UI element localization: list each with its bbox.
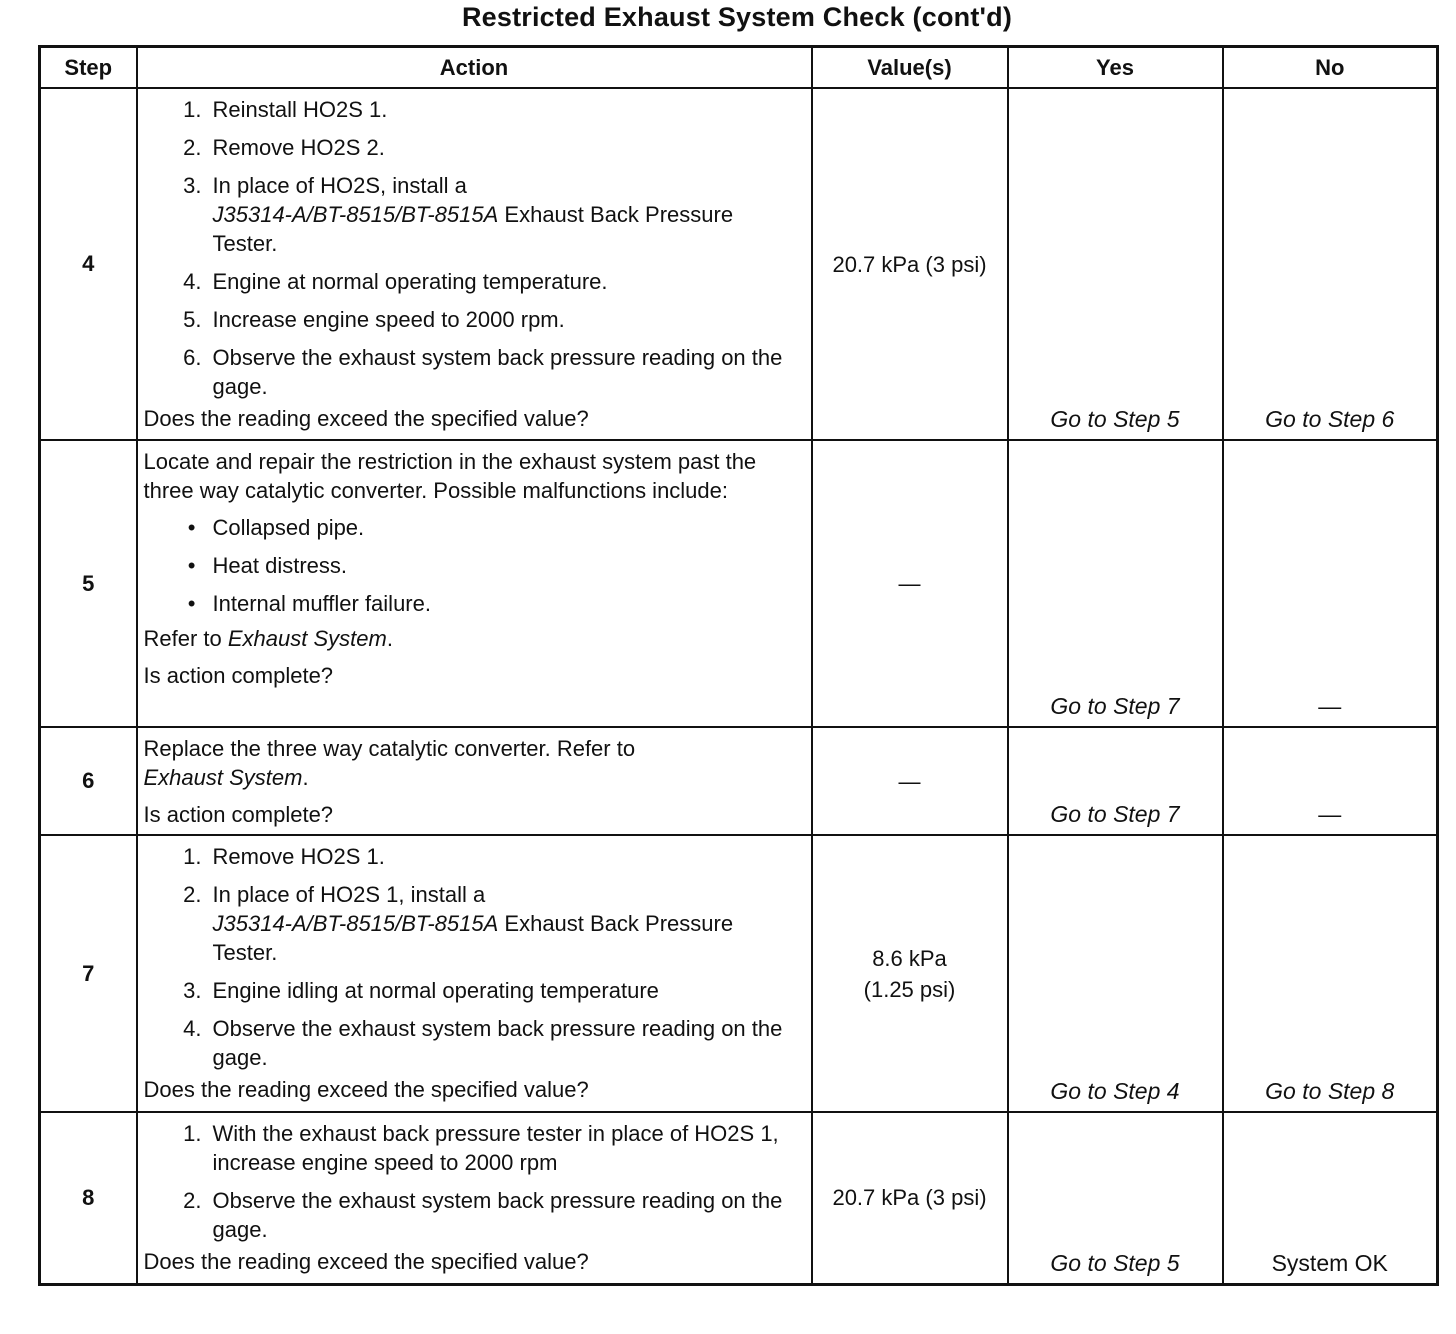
action-cell	[137, 727, 812, 835]
no-result: System OK	[1223, 1112, 1438, 1284]
action-text: Replace the three way catalytic converter. Refer to Exhaust System.	[143, 736, 636, 790]
list-item: • Internal muffler failure.	[187, 591, 431, 616]
no-result: —	[1223, 440, 1438, 727]
list-item: • Heat distress.	[187, 553, 347, 578]
diagnostic-table	[38, 45, 1439, 1286]
step-number: 6	[40, 727, 137, 835]
question: Does the reading exceed the specified value?	[143, 406, 589, 431]
tool-number: J35314-A/BT-8515/BT-8515A	[212, 202, 499, 227]
reference-link: Exhaust System	[227, 626, 387, 651]
list-item: 2. Observe the exhaust system back pressure reading on the gage.	[183, 1188, 783, 1242]
yes-result: Go to Step 4	[1008, 835, 1223, 1112]
list-item: 2. In place of HO2S 1, install a J35314-A/BT-8515/BT-8515A Exhaust Back Pressure Tester.	[183, 882, 734, 965]
step-number: 4	[40, 88, 137, 440]
action-cell	[137, 1112, 812, 1284]
header-step: Step	[40, 47, 137, 89]
question: Is action complete?	[143, 663, 334, 688]
question: Is action complete?	[143, 802, 334, 827]
no-result: —	[1223, 727, 1438, 835]
value-cell: 8.6 kPa (1.25 psi)	[812, 835, 1008, 1112]
step-number: 8	[40, 1112, 137, 1284]
list-item: 3. Engine idling at normal operating temperature	[183, 978, 659, 1003]
no-result: Go to Step 8	[1223, 835, 1438, 1112]
value-cell: —	[812, 440, 1008, 727]
table-row	[40, 1112, 1438, 1284]
list-item: 6. Observe the exhaust system back pressure reading on the gage.	[183, 345, 783, 399]
value-cell: 20.7 kPa (3 psi)	[812, 1112, 1008, 1284]
value-cell: 20.7 kPa (3 psi)	[812, 88, 1008, 440]
list-item: 1. Reinstall HO2S 1.	[183, 97, 388, 122]
action-cell	[137, 440, 812, 727]
yes-result: Go to Step 5	[1008, 88, 1223, 440]
value-cell: —	[812, 727, 1008, 835]
list-item: 3. In place of HO2S, install a J35314-A/BT-8515/BT-8515A Exhaust Back Pressure Tester.	[183, 173, 734, 256]
action-cell	[137, 835, 812, 1112]
table-row	[40, 835, 1438, 1112]
list-item: 2. Remove HO2S 2.	[183, 135, 385, 160]
step-number: 7	[40, 835, 137, 1112]
list-item: 4. Engine at normal operating temperature.	[183, 269, 608, 294]
header-action: Action	[137, 47, 812, 89]
question: Does the reading exceed the specified value?	[143, 1077, 589, 1102]
step-number: 5	[40, 440, 137, 727]
table-row	[40, 727, 1438, 835]
reference-link: Exhaust System	[143, 765, 303, 790]
list-item: 5. Increase engine speed to 2000 rpm.	[183, 307, 565, 332]
list-item: 4. Observe the exhaust system back pressure reading on the gage.	[183, 1016, 783, 1070]
table-row	[40, 440, 1438, 727]
header-row	[40, 47, 1438, 89]
yes-result: Go to Step 7	[1008, 440, 1223, 727]
list-item: • Collapsed pipe.	[187, 515, 365, 540]
yes-result: Go to Step 5	[1008, 1112, 1223, 1284]
yes-result: Go to Step 7	[1008, 727, 1223, 835]
no-result: Go to Step 6	[1223, 88, 1438, 440]
action-cell	[137, 88, 812, 440]
header-no: No	[1223, 47, 1438, 89]
header-values: Value(s)	[812, 47, 1008, 89]
list-item: 1. With the exhaust back pressure tester in place of HO2S 1, increase engine speed to 2000 rpm	[183, 1121, 779, 1175]
header-yes: Yes	[1008, 47, 1223, 89]
refer-line: Refer to Exhaust System.	[143, 626, 393, 651]
question: Does the reading exceed the specified value?	[143, 1249, 589, 1274]
list-item: 1. Remove HO2S 1.	[183, 844, 385, 869]
action-intro: Locate and repair the restriction in the exhaust system past the three way catalytic converter. Possible malfunctions include:	[143, 449, 757, 503]
tool-number: J35314-A/BT-8515/BT-8515A	[212, 911, 499, 936]
table-row	[40, 88, 1438, 440]
page-title: Restricted Exhaust System Check (cont'd)	[461, 2, 1013, 32]
